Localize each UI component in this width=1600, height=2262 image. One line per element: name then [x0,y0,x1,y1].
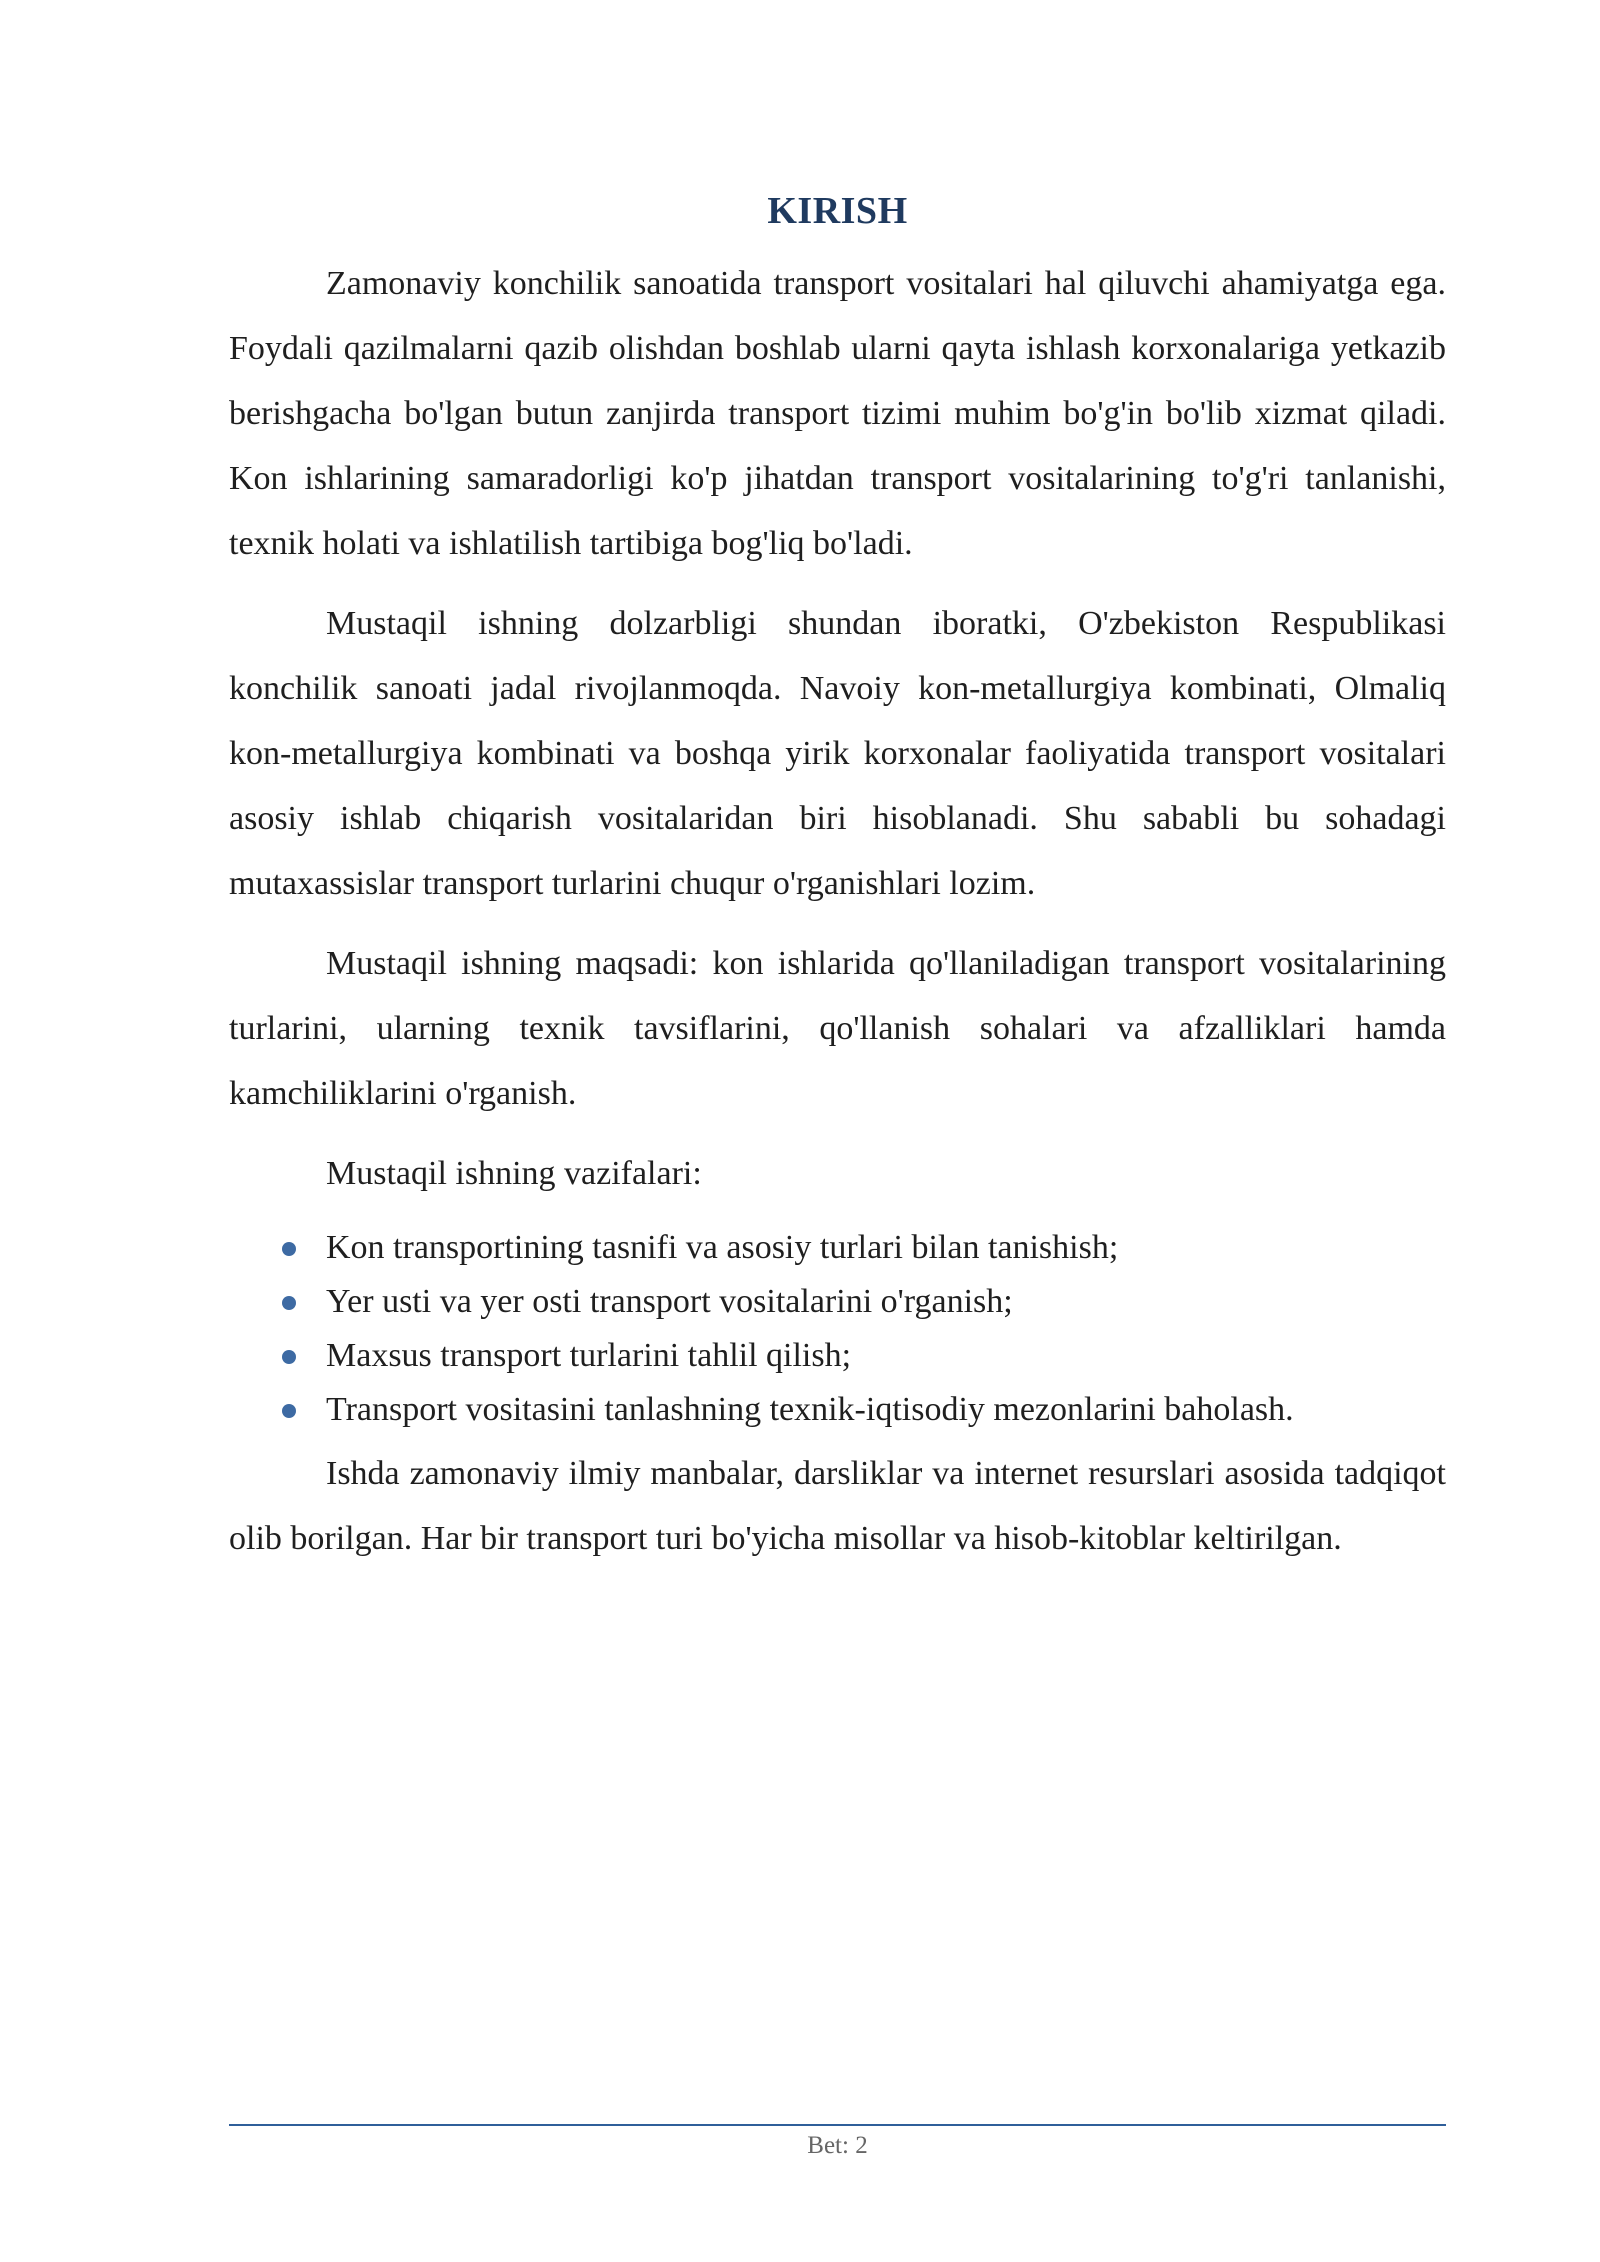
list-item-text: Maxsus transport turlarini tahlil qilish; [326,1337,852,1374]
tasks-heading: Mustaqil ishning vazifalari: [326,1155,702,1192]
footer-divider [229,2124,1446,2126]
list-item-text: Yer usti va yer osti transport vositalarini o'rganish; [326,1283,1013,1320]
bullet-icon [282,1404,296,1418]
section-title: KIRISH [767,190,908,232]
goal-paragraph: Mustaqil ishning maqsadi: kon ishlarida qo'llaniladigan transport vositalarining turlarini, ularning texnik tavsiflarini, qo'llanish sohalari va afzalliklari hamda kamchiliklarini o'rganish. [229,945,1446,1112]
list-item [229,1221,1446,1275]
relevance-paragraph: Mustaqil ishning dolzarbligi shundan iboratki, O'zbekiston Respublikasi konchilik sanoati jadal rivojlanmoqda. Navoiy kon-metallurgiya kombinati, Olmaliq kon-metallurgiya kombinati va boshqa yirik korxonalar faoliyatida transport vositalari asosiy ishlab chiqarish vositalaridan biri hisoblanadi. Shu sababli bu sohadagi mutaxassislar transport turlarini chuqur o'rganishlari lozim. [229,605,1446,902]
document-page [229,185,1446,1586]
list-item [229,1275,1446,1329]
intro-paragraph: Zamonaviy konchilik sanoatida transport vositalari hal qiluvchi ahamiyatga ega. Foydali qazilmalarni qazib olishdan boshlab ularni qayta ishlash korxonalariga yetkazib berishgacha bo'lgan butun zanjirda transport tizimi muhim bo'g'in bo'lib xizmat qiladi. Kon ishlarining samaradorligi ko'p jihatdan transport vositalarining to'g'ri tanlanishi, texnik holati va ishlatilish tartibiga bog'liq bo'ladi. [229,265,1446,562]
closing-paragraph: Ishda zamonaviy ilmiy manbalar, darsliklar va internet resurslari asosida tadqiqot olib borilgan. Har bir transport turi bo'yicha misollar va hisob-kitoblar keltirilgan. [229,1455,1446,1557]
list-item-text: Kon transportining tasnifi va asosiy turlari bilan tanishish; [326,1229,1119,1266]
list-item-text: Transport vositasini tanlashning texnik-iqtisodiy mezonlarini baholash. [326,1391,1294,1428]
bullet-icon [282,1350,296,1364]
list-item [229,1383,1446,1437]
bullet-icon [282,1296,296,1310]
tasks-list [229,1221,1446,1437]
page-number: Bet: 2 [807,2132,868,2159]
bullet-icon [282,1242,296,1256]
list-item [229,1329,1446,1383]
